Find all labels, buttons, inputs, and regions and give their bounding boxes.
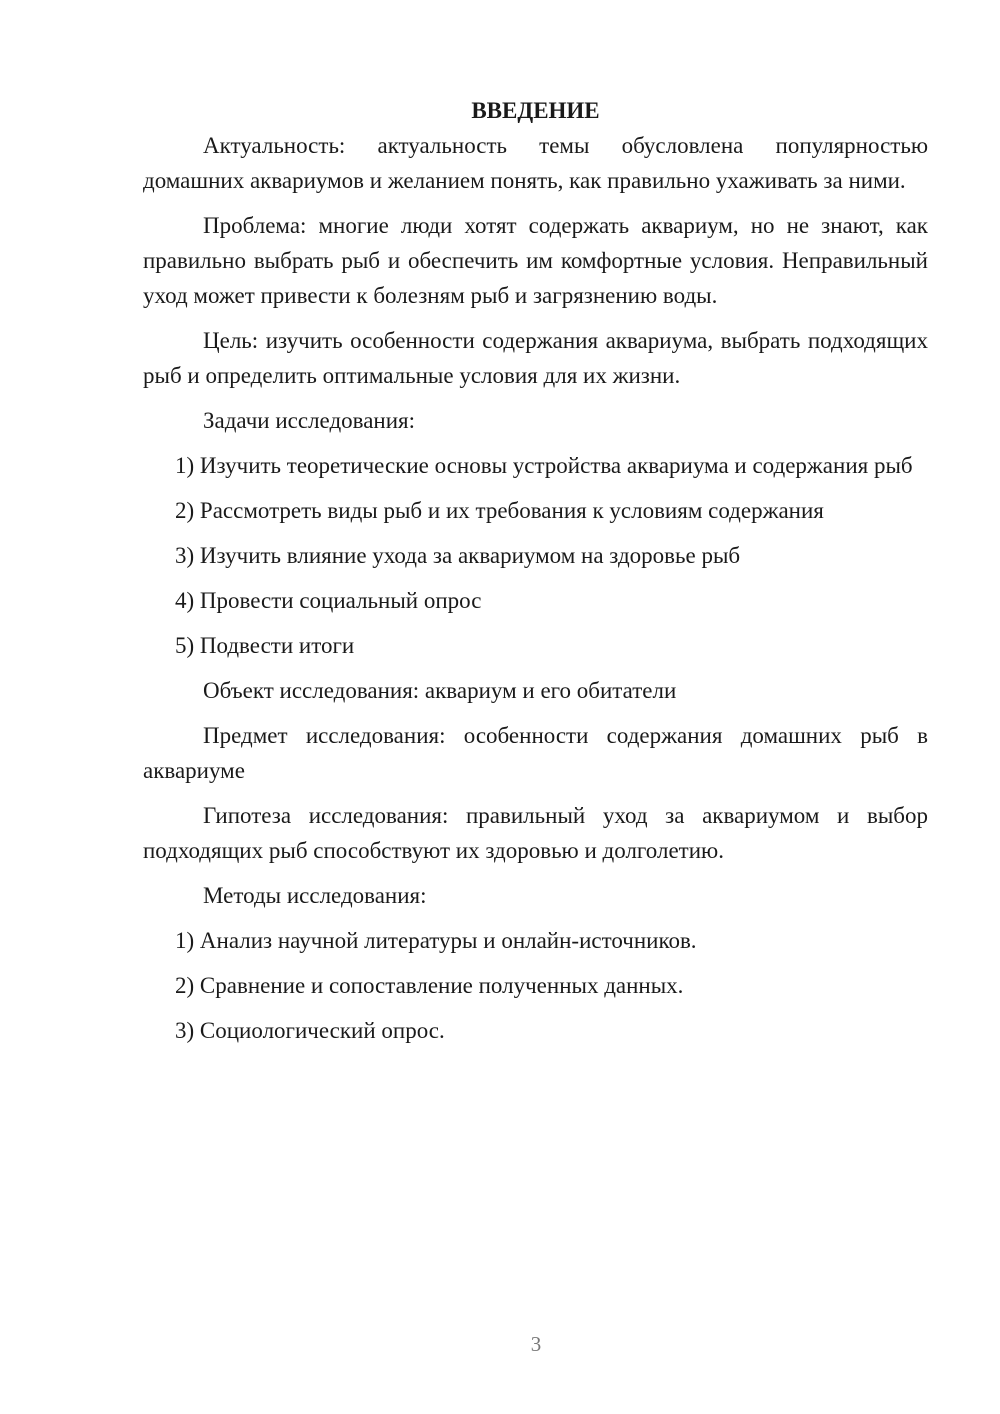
methods-title: Методы исследования: <box>203 883 427 908</box>
subject-paragraph: Предмет исследования: особенности содержания домашних рыб в аквариуме <box>143 723 928 783</box>
goal-paragraph: Цель: изучить особенности содержания аквариума, выбрать подходящих рыб и определить оптимальные условия для их жизни. <box>143 328 928 388</box>
method-item-1: 1) Анализ научной литературы и онлайн-источников. <box>175 928 697 953</box>
relevance-paragraph: Актуальность: актуальность темы обусловлена популярностью домашних аквариумов и желанием понять, как правильно ухаживать за ними. <box>143 133 928 193</box>
task-item-1: 1) Изучить теоретические основы устройства аквариума и содержания рыб <box>175 453 913 478</box>
document-body <box>143 93 928 1048</box>
page-number: 3 <box>530 1332 542 1356</box>
page-title: ВВЕДЕНИЕ <box>471 98 600 123</box>
task-item-2: 2) Рассмотреть виды рыб и их требования к условиям содержания <box>175 498 824 523</box>
problem-paragraph: Проблема: многие люди хотят содержать аквариум, но не знают, как правильно выбрать рыб и обеспечить им комфортные условия. Неправильный уход может привести к болезням рыб и загрязнению воды. <box>143 213 928 308</box>
method-item-2: 2) Сравнение и сопоставление полученных данных. <box>175 973 684 998</box>
task-item-5: 5) Подвести итоги <box>175 633 355 658</box>
object-paragraph: Объект исследования: аквариум и его обитатели <box>203 678 677 703</box>
hypothesis-paragraph: Гипотеза исследования: правильный уход за аквариумом и выбор подходящих рыб способствуют их здоровью и долголетию. <box>143 803 928 863</box>
tasks-title: Задачи исследования: <box>203 408 416 433</box>
task-item-4: 4) Провести социальный опрос <box>175 588 482 613</box>
task-item-3: 3) Изучить влияние ухода за аквариумом на здоровье рыб <box>175 543 741 568</box>
method-item-3: 3) Социологический опрос. <box>175 1018 445 1043</box>
